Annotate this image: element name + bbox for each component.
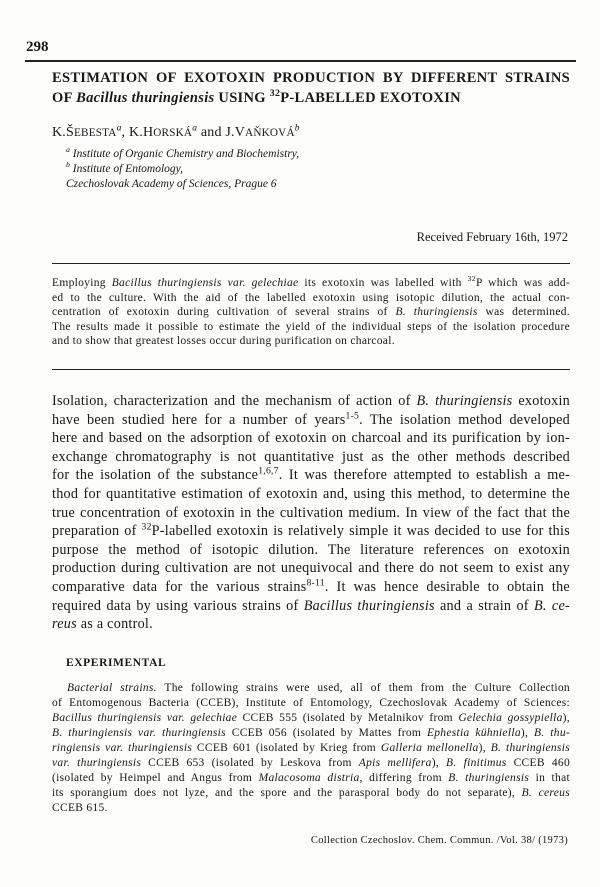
small-caps-text: EBESTA bbox=[74, 127, 117, 139]
body-line: have been studied here for a number of years$^{1-5}$. The isolation method developed bbox=[52, 409, 571, 428]
italic-text: B. thuringiensis var. thuringiensis bbox=[52, 727, 226, 739]
italic-text: Apis mellifera bbox=[358, 757, 432, 769]
introduction-paragraph bbox=[52, 392, 570, 634]
superscript-text: 32 bbox=[467, 274, 476, 284]
italic-text: Bacterial strains. bbox=[67, 682, 157, 694]
body-line: comparative data for the various strains$^{8-11}$. It was hence desirable to obtain the bbox=[52, 577, 570, 595]
body-line: purpose the method of isotopic dilution. The literature references on exotoxin bbox=[52, 541, 570, 558]
italic-text: Malacosoma distria bbox=[258, 772, 360, 784]
affiliation-line: Czechoslovak Academy of Sciences, Prague 6 bbox=[66, 178, 277, 190]
received-date: Received February 16th, 1972 bbox=[416, 230, 568, 244]
italic-text: reus bbox=[52, 616, 77, 633]
italic-text: ringiensis var. thuringiensis bbox=[52, 742, 193, 754]
superscript-text: 1-5 bbox=[345, 409, 360, 421]
experimental-line: ringiensis var. thuringiensis CCEB 601 (isolated by Krieg from Galleria mellonella), B. thuringiensis bbox=[52, 742, 570, 754]
superscript-text: a bbox=[116, 123, 122, 134]
author-list: K.ŠEBESTA$^a$, K.HORSKÁ$^a$ and J.VAŇKOVÁ$^b$ bbox=[52, 123, 300, 140]
header-rule bbox=[25, 60, 576, 62]
body-line: production during cultivation are not unequivocal and there do not seem to exist any bbox=[52, 560, 570, 577]
experimental-line: Bacterial strains. The following strains were used, all of them from the Culture Collection bbox=[67, 682, 570, 694]
italic-text: Bacillus thuringiensis var. gelechiae bbox=[52, 712, 238, 724]
italic-text: B. ce- bbox=[533, 597, 570, 614]
small-caps-text: AŇKOVÁ bbox=[245, 127, 295, 139]
affiliation-line: $^b$ Institute of Entomology, bbox=[66, 160, 183, 175]
experimental-paragraph bbox=[52, 681, 570, 816]
superscript-text: a bbox=[192, 123, 198, 134]
experimental-line: of Entomogenous Bacteria (CCEB), Institute of Entomology, Czechoslovak Academy of Sciences: bbox=[52, 697, 570, 709]
title-line: ESTIMATION OF EXOTOXIN PRODUCTION BY DIFFERENT STRAINS bbox=[52, 70, 570, 86]
italic-text: B. thu- bbox=[533, 727, 571, 739]
abstract-top-rule bbox=[52, 263, 570, 264]
experimental-line: var. thuringiensis CCEB 653 (isolated by Leskova from Apis mellifera), B. finitimus CCEB 460 bbox=[52, 757, 571, 769]
italic-text: var. thuringiensis bbox=[52, 757, 142, 769]
superscript-text: 32 bbox=[269, 88, 281, 100]
italic-text: B. cereus bbox=[521, 787, 570, 799]
article-title bbox=[52, 68, 570, 108]
italic-text: B. thuringiensis bbox=[448, 772, 530, 784]
body-line: true concentration of exotoxin in the cultivation medium. In view of the fact that the bbox=[52, 504, 570, 521]
body-line: Isolation, characterization and the mechanism of action of B. thuringiensis exotoxin bbox=[52, 393, 570, 409]
small-caps-text: ORSKÁ bbox=[153, 127, 193, 139]
italic-text: Gelechia gossypiella bbox=[458, 712, 563, 724]
italic-text: Bacillus thuringiensis bbox=[303, 597, 435, 614]
journal-footer: Collection Czechoslov. Chem. Commun. /Vol. 38/ (1973) bbox=[310, 835, 568, 846]
title-line: OF Bacillus thuringiensis USING $^{32}$P-LABELLED EXOTOXIN bbox=[52, 88, 461, 106]
body-line: required data by using various strains of Bacillus thuringiensis and a strain of B. ce- bbox=[52, 597, 570, 614]
affiliation-line: $^a$ Institute of Organic Chemistry and Biochemistry, bbox=[66, 145, 300, 160]
body-line: reus as a control. bbox=[52, 616, 153, 633]
page-number: 298 bbox=[26, 39, 49, 55]
italic-text: B. thuringiensis bbox=[416, 393, 513, 409]
superscript-text: 32 bbox=[141, 521, 152, 533]
experimental-line: CCEB 615. bbox=[52, 802, 108, 814]
superscript-text: a bbox=[66, 145, 70, 155]
experimental-line: Bacillus thuringiensis var. gelechiae CCEB 555 (isolated by Metalnikov from Gelechia gossypiella), bbox=[52, 712, 570, 724]
body-line: exchange chromatography is not quantitative just as the other methods described bbox=[52, 448, 570, 465]
superscript-text: 1,6,7 bbox=[258, 465, 279, 477]
abstract-bottom-rule bbox=[52, 369, 570, 370]
superscript-text: b bbox=[66, 160, 70, 170]
italic-text: Galleria mellonella bbox=[380, 742, 479, 754]
experimental-line: (isolated by Heimpel and Angus from Malacosoma distria, differing from B. thuringiensis in that bbox=[52, 772, 570, 784]
abstract bbox=[52, 276, 570, 349]
italic-text: Bacillus thuringiensis var. gelechiae bbox=[111, 277, 299, 289]
experimental-line: B. thuringiensis var. thuringiensis CCEB 056 (isolated by Mattes from Ephestia kühniella), B. thu- bbox=[52, 727, 571, 739]
abstract-line: Employing Bacillus thuringiensis var. gelechiae its exotoxin was labelled with $^{32}$P which was add- bbox=[52, 274, 570, 289]
affiliations bbox=[66, 147, 566, 192]
body-line: for the isolation of the substance$^{1,6,7}$. It was therefore attempted to establish a me- bbox=[52, 465, 570, 484]
experimental-line: its sporangium does not lyze, and the spore and the parasporal body do not separate), B. cereus bbox=[52, 787, 570, 799]
italic-text: B. thuringiensis bbox=[395, 306, 478, 319]
section-heading-experimental: EXPERIMENTAL bbox=[66, 657, 167, 669]
body-line: here and based on the adsorption of exotoxin on charcoal and its purification by ion- bbox=[52, 430, 570, 447]
italic-text: Bacillus thuringiensis bbox=[76, 90, 215, 106]
italic-text: Ephestia kühniella bbox=[426, 727, 521, 739]
superscript-text: 8-11 bbox=[306, 577, 325, 589]
abstract-line: centration of exotoxin during cultivation of several strains of B. thuringiensis was determined. bbox=[52, 306, 570, 319]
body-line: preparation of $^{32}$P-labelled exotoxin is relatively simple it was decided to use for this bbox=[52, 521, 570, 540]
italic-text: B. thuringiensis bbox=[490, 742, 570, 754]
body-line: thod for quantitative estimation of exotoxin and, using this method, to determine the bbox=[52, 485, 570, 502]
abstract-line: The results made it possible to estimate the yield of the individual steps of the isolation procedure bbox=[52, 320, 570, 333]
abstract-line: ed to the culture. With the aid of the labelled exotoxin using isotopic dilution, the actual con- bbox=[52, 291, 570, 304]
italic-text: B. finitimus bbox=[446, 757, 507, 769]
abstract-line: and to show that greatest losses occur during purification on charcoal. bbox=[52, 335, 395, 348]
superscript-text: b bbox=[294, 123, 300, 134]
